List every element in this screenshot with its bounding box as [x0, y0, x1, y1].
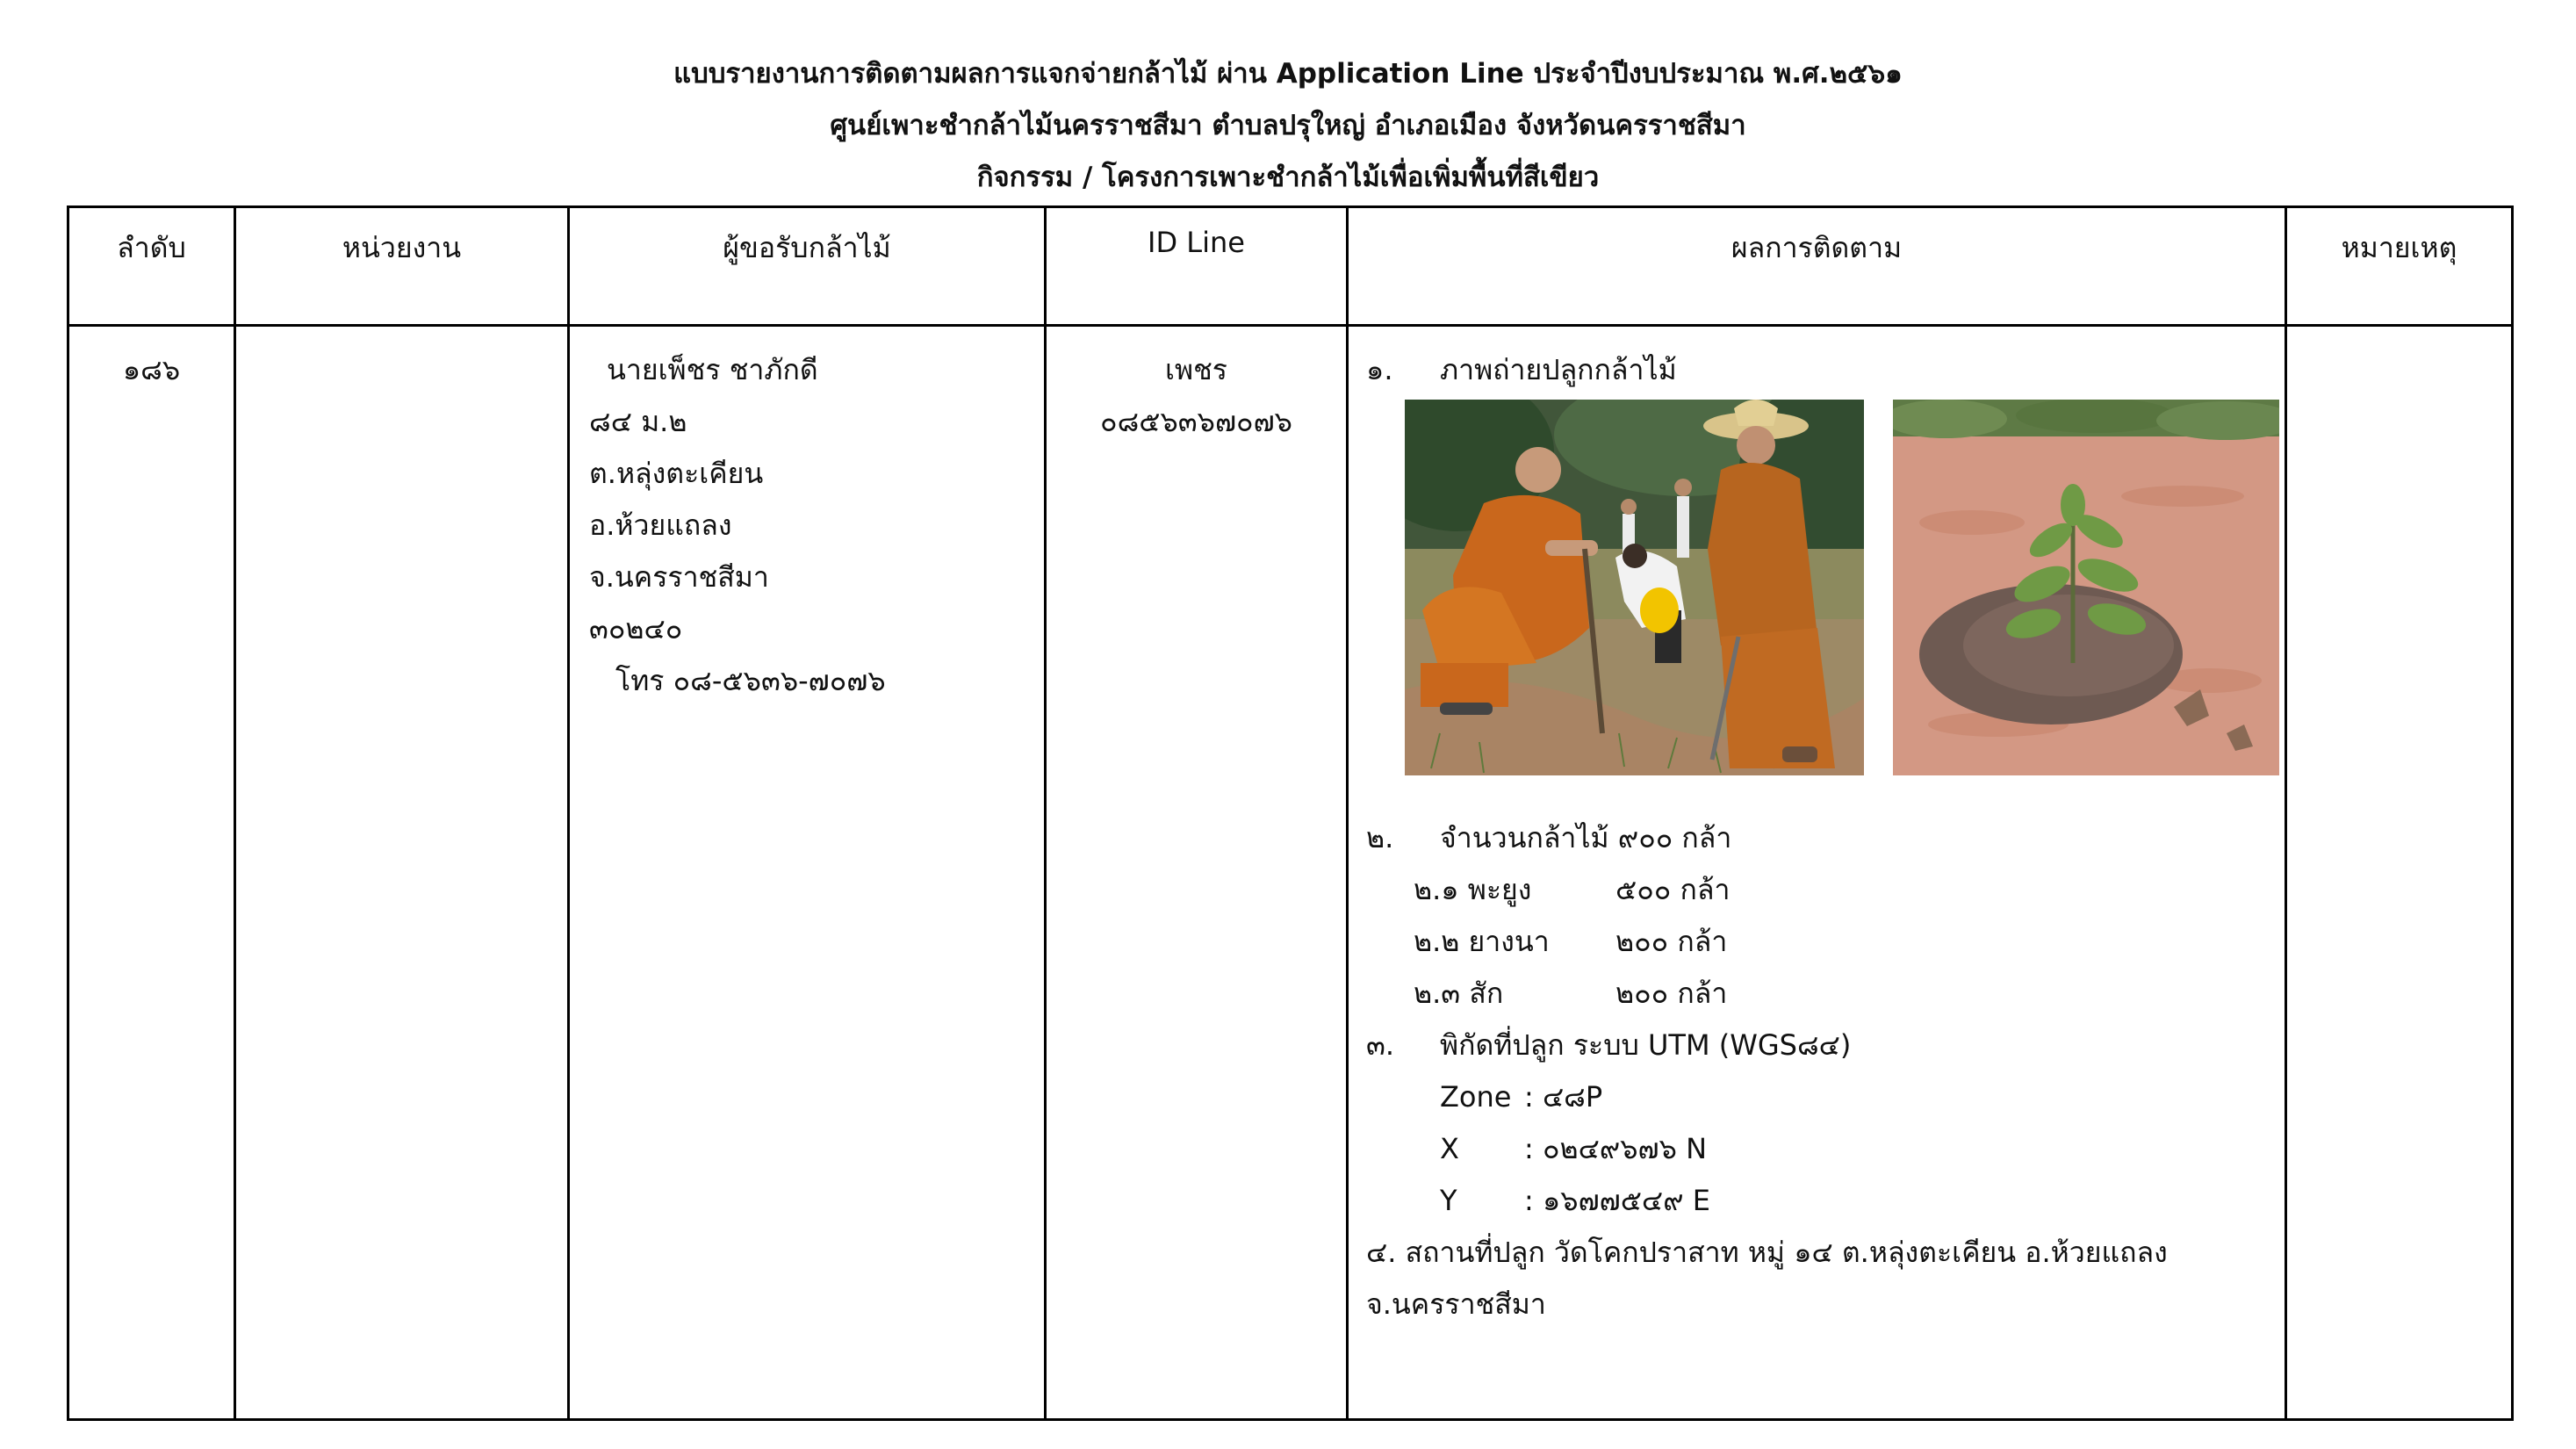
planting-photo-monks	[1405, 400, 1864, 775]
requester-phone: โทร ๐๘-๕๖๓๖-๗๐๗๖	[615, 664, 886, 697]
y-key: Y	[1440, 1184, 1457, 1217]
requester-info	[570, 327, 1044, 707]
requester-name: นายเพ็ชร ชาภักดี	[607, 353, 818, 386]
report-header	[0, 48, 2576, 204]
requester-subdistrict: ต.หลุ่งตะเคียน	[589, 457, 764, 490]
table-header-row	[68, 207, 2513, 326]
requester-district: อ.ห้วยแถลง	[589, 508, 732, 542]
col-header-remark: หมายเหตุ	[2286, 207, 2513, 326]
species-1-label: ๒.๑ พะยูง	[1414, 873, 1532, 906]
item-3-number: ๓.	[1366, 1028, 1395, 1062]
species-3-qty: ๒๐๐ กล้า	[1615, 977, 1728, 1010]
coord-zone	[1366, 1071, 2285, 1123]
x-value: : ๐๒๔๙๖๗๖ N	[1524, 1132, 1708, 1165]
cell-result	[1348, 326, 2286, 1420]
cell-requester	[569, 326, 1046, 1420]
cell-order	[68, 326, 235, 1420]
col-header-requester: ผู้ขอรับกล้าไม้	[569, 207, 1046, 326]
report-title: แบบรายงานการติดตามผลการแจกจ่ายกล้าไม้ ผ่าน Application Line ประจำปีงบประมาณ พ.ศ.๒๕๖๑	[673, 58, 1903, 90]
result-info	[1349, 327, 2285, 1330]
zone-key: Zone	[1440, 1080, 1512, 1114]
species-2-qty: ๒๐๐ กล้า	[1615, 925, 1728, 958]
species-row-3	[1366, 968, 2285, 1020]
requester-postcode: ๓๐๒๔๐	[589, 612, 683, 645]
x-key: X	[1440, 1132, 1459, 1165]
item-3-label: พิกัดที่ปลูก ระบบ UTM (WGS๘๔)	[1440, 1028, 1852, 1062]
line-id-phone: ๐๘๕๖๓๖๗๐๗๖	[1100, 405, 1292, 438]
line-id-info	[1047, 327, 1346, 448]
line-id-name: เพชร	[1165, 353, 1227, 386]
item-2-number: ๒.	[1366, 821, 1394, 854]
col-header-result: ผลการติดตาม	[1348, 207, 2286, 326]
cell-line-id	[1046, 326, 1348, 1420]
item-1-number: ๑.	[1366, 353, 1393, 386]
col-header-order: ลำดับ	[68, 207, 235, 326]
report-center-line: ศูนย์เพาะชำกล้าไม้นครราชสีมา ตำบลปรุใหญ่ อำเภอเมือง จังหวัดนครราชสีมา	[830, 110, 1746, 141]
report-table	[67, 205, 2514, 1421]
item-2-label: จำนวนกล้าไม้ ๙๐๐ กล้า	[1440, 821, 1732, 854]
coord-y	[1366, 1175, 2285, 1227]
zone-value: : ๔๘P	[1524, 1080, 1603, 1114]
planting-photos	[1366, 400, 2285, 812]
y-value: : ๑๖๗๗๕๔๙ E	[1524, 1184, 1710, 1217]
table-row	[68, 326, 2513, 1420]
result-item-4-line-2: จ.นครราชสีมา	[1366, 1287, 1546, 1321]
order-number: ๑๘๖	[122, 353, 181, 386]
species-1-qty: ๕๐๐ กล้า	[1615, 873, 1731, 906]
result-item-3	[1366, 1020, 2285, 1071]
cell-remark	[2286, 326, 2513, 1420]
requester-province: จ.นครราชสีมา	[589, 560, 769, 594]
species-2-label: ๒.๒ ยางนา	[1414, 925, 1550, 958]
requester-address-no: ๘๔ ม.๒	[589, 405, 687, 438]
coord-x	[1366, 1123, 2285, 1175]
result-item-2	[1366, 812, 2285, 864]
species-3-label: ๒.๓ สัก	[1414, 977, 1504, 1010]
report-activity-line: กิจกรรม / โครงการเพาะชำกล้าไม้เพื่อเพิ่มพื้นที่สีเขียว	[976, 162, 1600, 193]
col-header-line-id: ID Line	[1046, 207, 1348, 326]
cell-agency	[235, 326, 569, 1420]
result-item-1	[1366, 344, 2285, 396]
col-header-agency: หน่วยงาน	[235, 207, 569, 326]
result-item-4-line-1: ๔. สถานที่ปลูก วัดโคกปราสาท หมู่ ๑๔ ต.หลุ่งตะเคียน อ.ห้วยแถลง	[1366, 1236, 2168, 1269]
species-row-1	[1366, 864, 2285, 916]
item-1-label: ภาพถ่ายปลูกกล้าไม้	[1440, 353, 1677, 386]
species-row-2	[1366, 916, 2285, 968]
planting-photo-seedling	[1893, 400, 2279, 775]
